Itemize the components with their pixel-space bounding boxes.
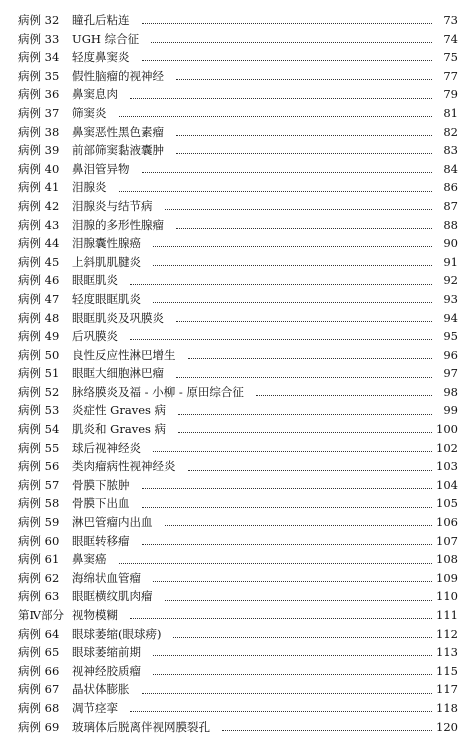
toc-entry	[18, 11, 458, 30]
toc-entry	[18, 643, 458, 662]
toc-entry	[18, 513, 458, 532]
toc-entry-number: 病例 53	[18, 403, 60, 418]
toc-entry-title: 晶状体膨胀	[72, 682, 130, 697]
toc-entry-title: 眼球萎缩(眼球痨)	[72, 626, 162, 641]
toc-entry	[18, 327, 458, 346]
toc-dot-leader	[142, 692, 433, 694]
toc-entry	[18, 104, 458, 123]
toc-entry-title: 眼眶大细胞淋巴瘤	[72, 366, 164, 381]
toc-entry-title: 轻度鼻窦炎	[72, 50, 130, 65]
toc-dot-leader	[176, 78, 432, 80]
toc-page-number: 75	[443, 50, 458, 65]
toc-entry-title: 视物模糊	[72, 608, 118, 622]
toc-entry	[18, 625, 458, 644]
toc-page-number: 103	[436, 459, 458, 474]
toc-dot-leader	[222, 729, 432, 731]
table-of-contents	[18, 11, 458, 736]
toc-page-number: 106	[436, 515, 458, 530]
toc-page-number: 82	[443, 124, 458, 139]
toc-page-number: 102	[436, 440, 458, 455]
toc-dot-leader	[176, 227, 432, 229]
toc-page-number: 120	[436, 719, 458, 734]
toc-entry	[18, 476, 458, 495]
toc-entry	[18, 123, 458, 142]
toc-entry-number: 病例 63	[18, 589, 60, 604]
toc-dot-leader	[165, 524, 433, 526]
toc-entry	[18, 569, 458, 588]
toc-entry-number: 病例 58	[18, 496, 60, 511]
toc-page-number: 112	[436, 626, 458, 641]
toc-entry-number: 病例 32	[18, 13, 60, 27]
toc-page-number: 77	[443, 68, 458, 83]
toc-entry-number: 病例 68	[18, 700, 60, 715]
toc-page-number: 113	[436, 645, 458, 660]
toc-page-number: 110	[436, 589, 458, 604]
toc-entry-title: 眼眶肌炎	[72, 273, 118, 288]
toc-dot-leader	[176, 376, 432, 378]
toc-page-number: 84	[443, 161, 458, 176]
toc-dot-leader	[119, 115, 433, 117]
toc-entry-number: 病例 48	[18, 310, 60, 325]
toc-entry-title: 肌炎和 Graves 病	[72, 422, 167, 437]
toc-page-number: 94	[443, 310, 458, 325]
toc-dot-leader	[178, 431, 432, 433]
toc-page-number: 96	[443, 347, 458, 362]
toc-entry-title: 泪腺的多形性腺瘤	[72, 217, 164, 232]
toc-entry	[18, 178, 458, 197]
toc-entry-number: 病例 64	[18, 626, 60, 641]
toc-dot-leader	[142, 487, 433, 489]
toc-dot-leader	[176, 152, 432, 154]
toc-page-number: 111	[436, 608, 458, 622]
toc-entry	[18, 680, 458, 699]
toc-entry-title: 视神经胶质瘤	[72, 663, 141, 678]
toc-entry-title: 鼻泪管异物	[72, 161, 130, 176]
toc-page-number: 108	[436, 552, 458, 567]
toc-entry-number: 病例 45	[18, 254, 60, 269]
toc-entry	[18, 439, 458, 458]
toc-entry-title: 后巩膜炎	[72, 329, 118, 344]
toc-dot-leader	[153, 654, 432, 656]
toc-dot-leader	[176, 134, 432, 136]
toc-entry-number: 病例 67	[18, 682, 60, 697]
toc-dot-leader	[153, 245, 432, 247]
toc-entry-title: 鼻窦恶性黑色素瘤	[72, 124, 164, 139]
toc-page-number: 90	[443, 236, 458, 251]
toc-entry	[18, 30, 458, 49]
toc-dot-leader	[153, 450, 432, 452]
toc-entry	[18, 587, 458, 606]
toc-entry-title: 泪腺炎与结节病	[72, 198, 153, 213]
toc-entry-title: 良性反应性淋巴增生	[72, 347, 176, 362]
toc-entry-number: 病例 49	[18, 329, 60, 344]
toc-entry-number: 病例 34	[18, 50, 60, 65]
toc-entry	[18, 141, 458, 160]
toc-entry-title: 泪腺囊性腺癌	[72, 236, 141, 251]
toc-entry-number: 病例 62	[18, 570, 60, 585]
toc-entry-number: 病例 51	[18, 366, 60, 381]
toc-entry	[18, 699, 458, 718]
toc-entry-title: 轻度眼眶肌炎	[72, 291, 141, 306]
toc-entry-number: 病例 60	[18, 533, 60, 548]
toc-entry-title: 眼眶转移瘤	[72, 533, 130, 548]
toc-page-number: 98	[443, 384, 458, 399]
toc-entry-number: 病例 69	[18, 719, 60, 734]
toc-entry-title: 炎症性 Graves 病	[72, 403, 167, 418]
toc-entry-number: 病例 42	[18, 198, 60, 213]
toc-entry-title: 球后视神经炎	[72, 440, 141, 455]
toc-entry-number: 病例 47	[18, 291, 60, 306]
toc-dot-leader	[151, 41, 432, 43]
toc-page-number: 73	[443, 13, 458, 27]
toc-page-number: 93	[443, 291, 458, 306]
toc-entry-number: 病例 43	[18, 217, 60, 232]
toc-dot-leader	[176, 320, 432, 322]
toc-entry-number: 病例 56	[18, 459, 60, 474]
toc-dot-leader	[165, 208, 433, 210]
toc-entry	[18, 48, 458, 67]
toc-entry-title: 假性脑瘤的视神经	[72, 68, 164, 83]
toc-dot-leader	[178, 413, 432, 415]
toc-entry-number: 病例 33	[18, 31, 60, 46]
toc-entry	[18, 216, 458, 235]
toc-dot-leader	[153, 673, 432, 675]
toc-entry-title: 上斜肌肌腱炎	[72, 254, 141, 269]
toc-page-number: 100	[436, 422, 458, 437]
toc-dot-leader	[153, 301, 432, 303]
toc-entry-number: 病例 36	[18, 87, 60, 102]
toc-entry	[18, 718, 458, 736]
toc-entry-number: 病例 61	[18, 552, 60, 567]
toc-entry	[18, 253, 458, 272]
toc-entry-number: 病例 39	[18, 143, 60, 158]
toc-dot-leader	[142, 22, 433, 24]
toc-entry-title: 脉络膜炎及福 - 小柳 - 原田综合征	[72, 384, 244, 399]
toc-entry-number: 第Ⅳ部分	[18, 608, 64, 622]
toc-page-number: 79	[443, 87, 458, 102]
toc-page-number: 104	[436, 477, 458, 492]
toc-entry	[18, 197, 458, 216]
toc-dot-leader	[165, 599, 433, 601]
toc-dot-leader	[256, 394, 432, 396]
toc-page-number: 95	[443, 329, 458, 344]
toc-entry	[18, 457, 458, 476]
toc-page-number: 91	[443, 254, 458, 269]
toc-entry	[18, 550, 458, 569]
toc-entry-title: 眼眶横纹肌肉瘤	[72, 589, 153, 604]
toc-dot-leader	[153, 580, 432, 582]
toc-entry	[18, 364, 458, 383]
toc-entry	[18, 494, 458, 513]
toc-dot-leader	[173, 636, 432, 638]
toc-dot-leader	[142, 506, 433, 508]
toc-dot-leader	[142, 543, 433, 545]
toc-entry-title: 前部筛窦黏液囊肿	[72, 143, 164, 158]
toc-dot-leader	[130, 338, 432, 340]
toc-page-number: 109	[436, 570, 458, 585]
toc-entry-title: 泪腺炎	[72, 180, 107, 195]
toc-entry-number: 病例 40	[18, 161, 60, 176]
toc-entry-title: 筛窦炎	[72, 105, 107, 120]
toc-dot-leader	[188, 357, 433, 359]
toc-part-heading	[18, 606, 458, 625]
toc-page-number: 107	[436, 533, 458, 548]
toc-entry	[18, 67, 458, 86]
toc-entry-number: 病例 50	[18, 347, 60, 362]
toc-page-number: 87	[443, 198, 458, 213]
toc-entry-title: 眼眶肌炎及巩膜炎	[72, 310, 164, 325]
toc-dot-leader	[130, 97, 432, 99]
toc-entry-number: 病例 37	[18, 105, 60, 120]
toc-dot-leader	[119, 562, 433, 564]
toc-entry	[18, 383, 458, 402]
toc-page-number: 81	[443, 105, 458, 120]
toc-entry	[18, 401, 458, 420]
toc-entry-title: 骨膜下脓肿	[72, 477, 130, 492]
toc-dot-leader	[119, 190, 433, 192]
toc-dot-leader	[130, 710, 432, 712]
toc-entry-number: 病例 55	[18, 440, 60, 455]
toc-page-number: 105	[436, 496, 458, 511]
toc-entry-title: 鼻窦息肉	[72, 87, 118, 102]
toc-entry-title: 淋巴管瘤内出血	[72, 515, 153, 530]
toc-entry-number: 病例 35	[18, 68, 60, 83]
toc-entry-title: 眼球萎缩前期	[72, 645, 141, 660]
toc-entry-number: 病例 41	[18, 180, 60, 195]
toc-entry-number: 病例 38	[18, 124, 60, 139]
toc-entry-title: UGH 综合征	[72, 31, 140, 46]
toc-page-number: 74	[443, 31, 458, 46]
toc-page-number: 88	[443, 217, 458, 232]
toc-entry	[18, 85, 458, 104]
toc-page-number: 86	[443, 180, 458, 195]
toc-dot-leader	[142, 59, 433, 61]
toc-entry	[18, 662, 458, 681]
toc-page-number: 118	[436, 700, 458, 715]
toc-entry-number: 病例 57	[18, 477, 60, 492]
toc-entry-number: 病例 52	[18, 384, 60, 399]
toc-entry-title: 骨膜下出血	[72, 496, 130, 511]
toc-entry-number: 病例 44	[18, 236, 60, 251]
toc-entry	[18, 290, 458, 309]
toc-entry-number: 病例 54	[18, 422, 60, 437]
toc-entry	[18, 309, 458, 328]
toc-entry-number: 病例 65	[18, 645, 60, 660]
toc-entry-title: 海绵状血管瘤	[72, 570, 141, 585]
toc-entry-title: 类肉瘤病性视神经炎	[72, 459, 176, 474]
toc-dot-leader	[142, 171, 433, 173]
toc-entry-title: 瞳孔后粘连	[72, 13, 130, 27]
toc-page-number: 97	[443, 366, 458, 381]
toc-entry-number: 病例 66	[18, 663, 60, 678]
toc-page-number: 99	[443, 403, 458, 418]
toc-page-number: 115	[436, 663, 458, 678]
toc-entry-title: 玻璃体后脱离伴视网膜裂孔	[72, 719, 210, 734]
toc-entry-number: 病例 59	[18, 515, 60, 530]
toc-entry-title: 鼻窦癌	[72, 552, 107, 567]
toc-page-number: 92	[443, 273, 458, 288]
toc-dot-leader	[130, 617, 432, 619]
toc-entry	[18, 234, 458, 253]
toc-entry	[18, 420, 458, 439]
toc-entry-number: 病例 46	[18, 273, 60, 288]
toc-entry	[18, 271, 458, 290]
toc-dot-leader	[153, 264, 432, 266]
toc-entry-title: 凋节痉挛	[72, 700, 118, 715]
toc-page-number: 83	[443, 143, 458, 158]
toc-page-number: 117	[436, 682, 458, 697]
toc-dot-leader	[130, 283, 432, 285]
toc-dot-leader	[188, 469, 433, 471]
toc-entry	[18, 160, 458, 179]
toc-entry	[18, 532, 458, 551]
toc-entry	[18, 346, 458, 365]
